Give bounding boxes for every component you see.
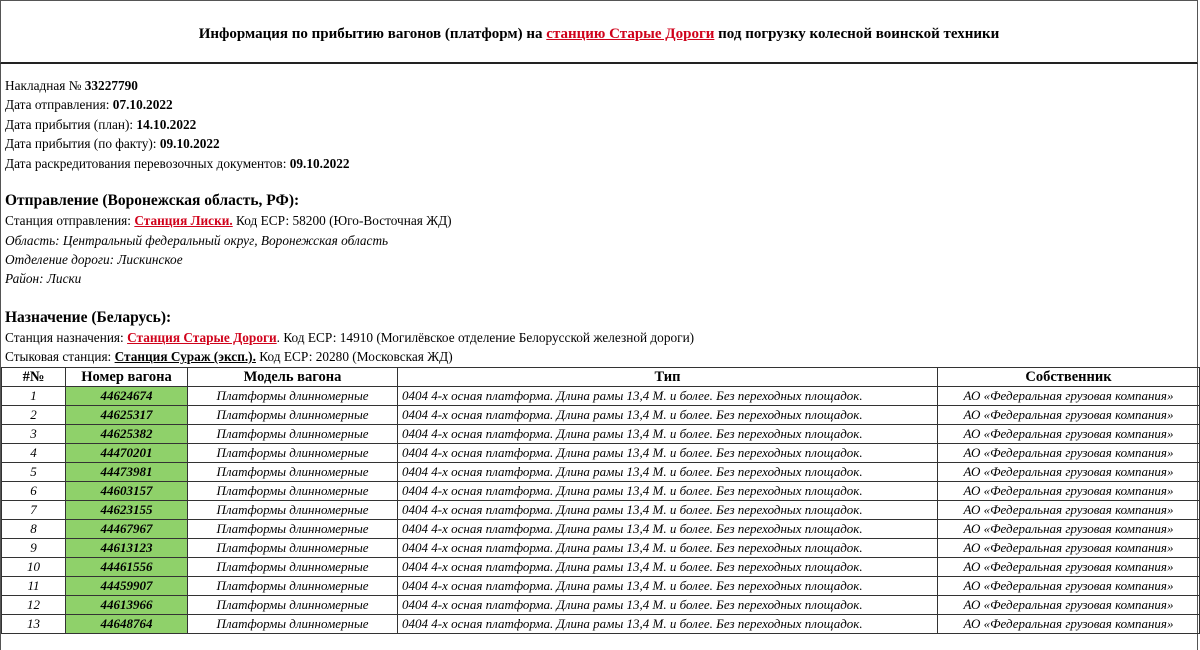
dispatch-date: Дата отправления: 07.10.2022 — [5, 97, 173, 112]
wagon-owner: АО «Федеральная грузовая компания» — [938, 406, 1200, 425]
wagon-model: Платформы длинномерные — [188, 615, 398, 634]
wagon-type: 0404 4-х осная платформа. Длина рамы 13,4 М. и более. Без переходных площадок. — [398, 387, 938, 406]
title-station-link[interactable]: станцию Старые Дороги — [546, 26, 715, 42]
row-index: 6 — [2, 482, 66, 501]
wagon-number: 44613966 — [66, 596, 188, 615]
uncredit-date: Дата раскредитования перевозочных документов: 09.10.2022 — [5, 156, 350, 171]
uncredit-date-value: 09.10.2022 — [289, 156, 350, 171]
wagon-number: 44473981 — [66, 463, 188, 482]
wagon-owner: АО «Федеральная грузовая компания» — [938, 463, 1200, 482]
document-body — [0, 64, 1198, 650]
destination-heading: Назначение (Беларусь): — [5, 309, 172, 326]
wagon-type: 0404 4-х осная платформа. Длина рамы 13,4 М. и более. Без переходных площадок. — [398, 558, 938, 577]
table-row — [2, 501, 1200, 520]
junction-station-code: Код ЕСР: 20280 (Московская ЖД) — [259, 349, 453, 364]
wagon-type: 0404 4-х осная платформа. Длина рамы 13,4 М. и более. Без переходных площадок. — [398, 596, 938, 615]
table-row — [2, 444, 1200, 463]
row-index: 4 — [2, 444, 66, 463]
departure-district: Район: Лиски — [5, 271, 82, 286]
wagon-model: Платформы длинномерные — [188, 558, 398, 577]
row-index: 10 — [2, 558, 66, 577]
row-index: 5 — [2, 463, 66, 482]
arrival-plan-value: 14.10.2022 — [136, 117, 197, 132]
table-row — [2, 615, 1200, 634]
wagon-model: Платформы длинномерные — [188, 577, 398, 596]
destination-station: Станция назначения: Станция Старые Дороги. Код ЕСР: 14910 (Могилёвское отделение Белорусской железной дороги) — [5, 330, 695, 345]
wagon-number: 44603157 — [66, 482, 188, 501]
header-index: #№ — [2, 368, 66, 387]
table-row — [2, 520, 1200, 539]
wagon-owner: АО «Федеральная грузовая компания» — [938, 539, 1200, 558]
wagon-owner: АО «Федеральная грузовая компания» — [938, 444, 1200, 463]
dispatch-date-value: 07.10.2022 — [112, 97, 173, 112]
row-index: 11 — [2, 577, 66, 596]
wagon-model: Платформы длинномерные — [188, 520, 398, 539]
wagon-model: Платформы длинномерные — [188, 596, 398, 615]
wagon-model: Платформы длинномерные — [188, 387, 398, 406]
header-type: Тип — [398, 368, 938, 387]
arrival-fact-value: 09.10.2022 — [159, 136, 220, 151]
table-row — [2, 482, 1200, 501]
wagon-owner: АО «Федеральная грузовая компания» — [938, 425, 1200, 444]
wagon-owner: АО «Федеральная грузовая компания» — [938, 596, 1200, 615]
wagon-number: 44467967 — [66, 520, 188, 539]
wagon-type: 0404 4-х осная платформа. Длина рамы 13,4 М. и более. Без переходных площадок. — [398, 444, 938, 463]
wagon-model: Платформы длинномерные — [188, 539, 398, 558]
waybill-number: Накладная № 33227790 — [5, 78, 138, 93]
departure-region: Область: Центральный федеральный округ, Воронежская область — [5, 233, 389, 248]
wagon-number: 44625382 — [66, 425, 188, 444]
arrival-plan-date: Дата прибытия (план): 14.10.2022 — [5, 117, 197, 132]
wagon-owner: АО «Федеральная грузовая компания» — [938, 615, 1200, 634]
wagon-owner: АО «Федеральная грузовая компания» — [938, 577, 1200, 596]
departure-station-link[interactable]: Станция Лиски. — [134, 213, 233, 228]
destination-station-link[interactable]: Станция Старые Дороги — [127, 330, 277, 345]
wagon-model: Платформы длинномерные — [188, 501, 398, 520]
wagon-owner: АО «Федеральная грузовая компания» — [938, 558, 1200, 577]
title-suffix: под погрузку колесной воинской техники — [718, 26, 1000, 42]
arrival-fact-date: Дата прибытия (по факту): 09.10.2022 — [5, 136, 220, 151]
wagon-model: Платформы длинномерные — [188, 463, 398, 482]
row-index: 3 — [2, 425, 66, 444]
table-row — [2, 406, 1200, 425]
waybill-number-value: 33227790 — [84, 78, 138, 93]
wagon-type: 0404 4-х осная платформа. Длина рамы 13,4 М. и более. Без переходных площадок. — [398, 577, 938, 596]
wagon-type: 0404 4-х осная платформа. Длина рамы 13,4 М. и более. Без переходных площадок. — [398, 539, 938, 558]
table-row — [2, 596, 1200, 615]
wagon-type: 0404 4-х осная платформа. Длина рамы 13,4 М. и более. Без переходных площадок. — [398, 615, 938, 634]
header-owner: Собственник — [938, 368, 1200, 387]
wagon-type: 0404 4-х осная платформа. Длина рамы 13,4 М. и более. Без переходных площадок. — [398, 463, 938, 482]
wagon-number: 44461556 — [66, 558, 188, 577]
row-index: 2 — [2, 406, 66, 425]
title-prefix: Информация по прибытию вагонов (платформ) на — [198, 26, 543, 42]
table-row — [2, 425, 1200, 444]
header-wagon-model: Модель вагона — [188, 368, 398, 387]
wagon-number: 44625317 — [66, 406, 188, 425]
table-row — [2, 387, 1200, 406]
wagon-number: 44624674 — [66, 387, 188, 406]
header-wagon-number: Номер вагона — [66, 368, 188, 387]
table-row — [2, 577, 1200, 596]
wagon-model: Платформы длинномерные — [188, 425, 398, 444]
table-header-row — [2, 368, 1200, 387]
destination-station-code: . Код ЕСР: 14910 (Могилёвское отделение Белорусской железной дороги) — [276, 330, 695, 345]
row-index: 8 — [2, 520, 66, 539]
row-index: 13 — [2, 615, 66, 634]
wagon-number: 44613123 — [66, 539, 188, 558]
wagon-model: Платформы длинномерные — [188, 406, 398, 425]
wagon-model: Платформы длинномерные — [188, 482, 398, 501]
wagons-table — [1, 367, 1200, 634]
wagon-number: 44459907 — [66, 577, 188, 596]
departure-station: Станция отправления: Станция Лиски. Код ЕСР: 58200 (Юго-Восточная ЖД) — [5, 213, 452, 228]
departure-heading: Отправление (Воронежская область, РФ): — [5, 192, 300, 209]
table-row — [2, 463, 1200, 482]
wagon-model: Платформы длинномерные — [188, 444, 398, 463]
departure-station-code: Код ЕСР: 58200 (Юго-Восточная ЖД) — [236, 213, 452, 228]
table-row — [2, 539, 1200, 558]
junction-station-name: Станция Сураж (эксп.). — [114, 349, 256, 364]
page-title — [0, 0, 1198, 64]
row-index: 9 — [2, 539, 66, 558]
junction-station: Стыковая станция: Станция Сураж (эксп.). Код ЕСР: 20280 (Московская ЖД) — [5, 349, 453, 364]
wagon-owner: АО «Федеральная грузовая компания» — [938, 387, 1200, 406]
wagon-type: 0404 4-х осная платформа. Длина рамы 13,4 М. и более. Без переходных площадок. — [398, 520, 938, 539]
wagon-number: 44648764 — [66, 615, 188, 634]
table-row — [2, 558, 1200, 577]
wagon-type: 0404 4-х осная платформа. Длина рамы 13,4 М. и более. Без переходных площадок. — [398, 406, 938, 425]
row-index: 7 — [2, 501, 66, 520]
wagon-owner: АО «Федеральная грузовая компания» — [938, 482, 1200, 501]
wagon-owner: АО «Федеральная грузовая компания» — [938, 501, 1200, 520]
wagon-type: 0404 4-х осная платформа. Длина рамы 13,4 М. и более. Без переходных площадок. — [398, 482, 938, 501]
wagon-type: 0404 4-х осная платформа. Длина рамы 13,4 М. и более. Без переходных площадок. — [398, 425, 938, 444]
wagon-owner: АО «Федеральная грузовая компания» — [938, 520, 1200, 539]
row-index: 1 — [2, 387, 66, 406]
row-index: 12 — [2, 596, 66, 615]
wagon-number: 44623155 — [66, 501, 188, 520]
wagon-type: 0404 4-х осная платформа. Длина рамы 13,4 М. и более. Без переходных площадок. — [398, 501, 938, 520]
wagon-number: 44470201 — [66, 444, 188, 463]
departure-division: Отделение дороги: Лискинское — [5, 252, 183, 267]
